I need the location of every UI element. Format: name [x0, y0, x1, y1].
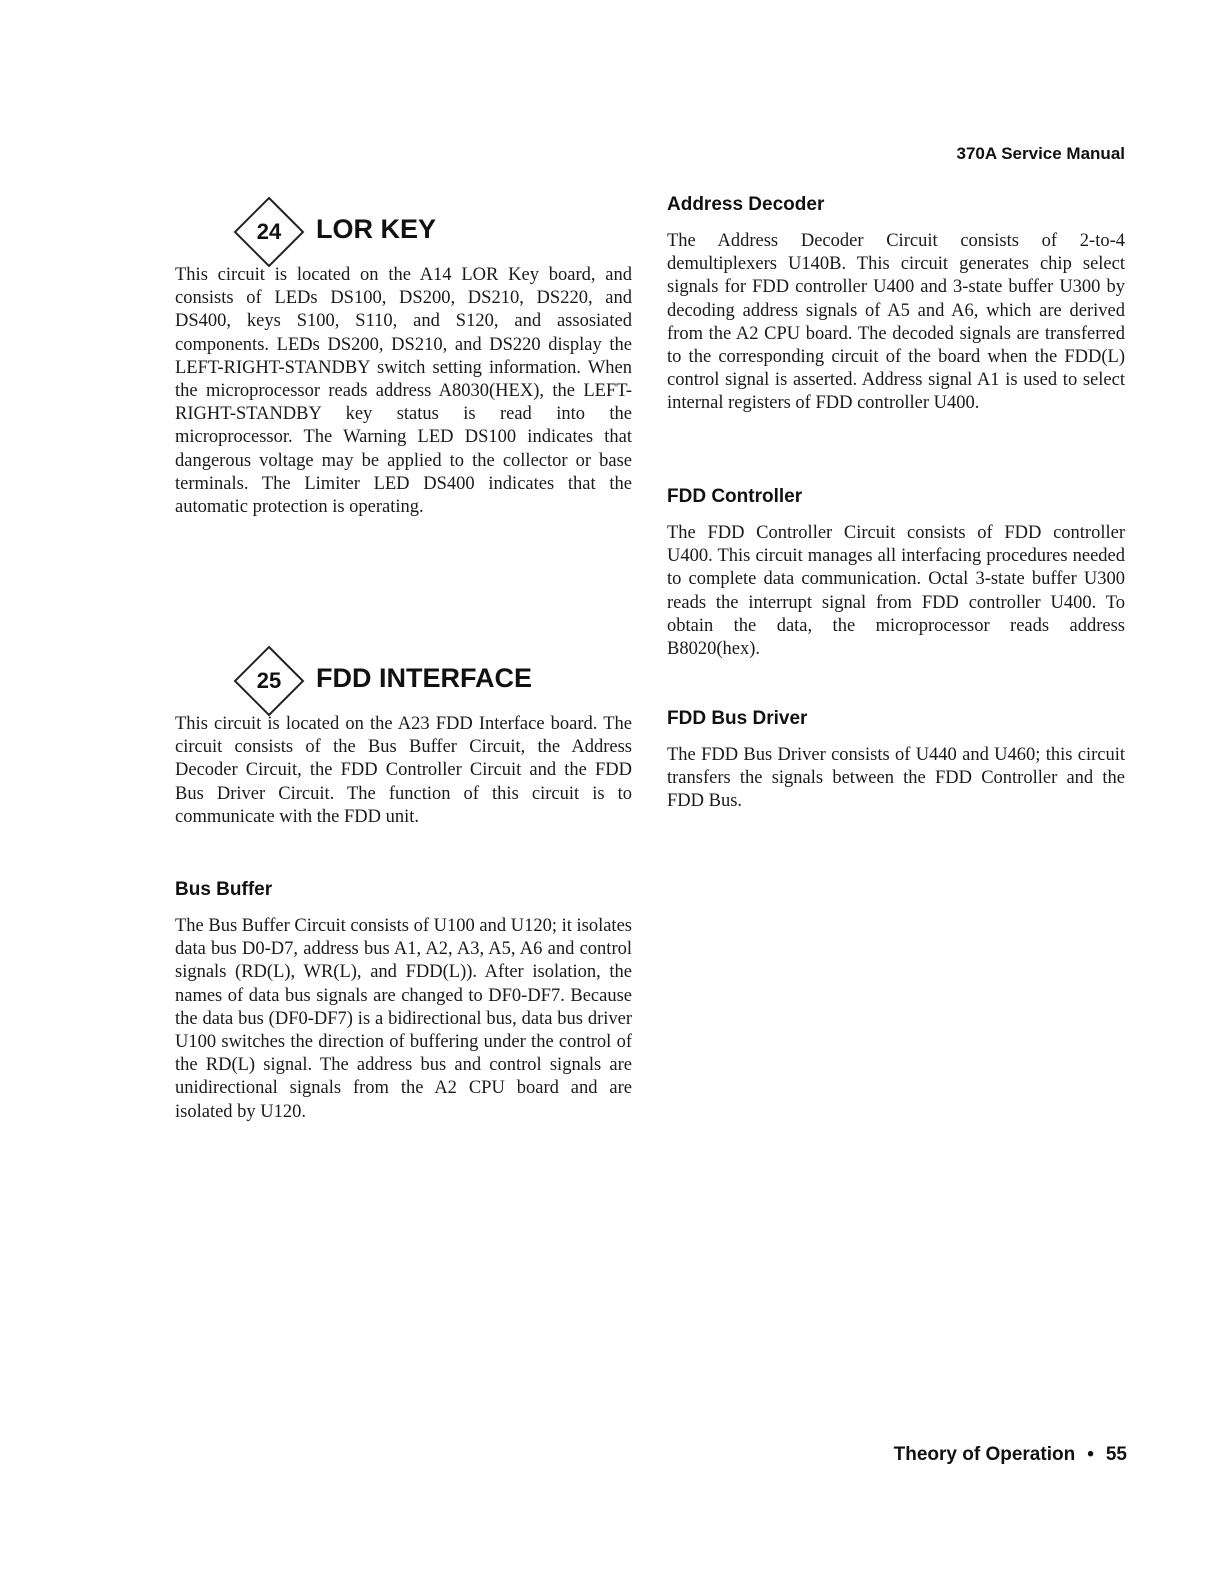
- subsection-title: Address Decoder: [667, 194, 825, 215]
- diamond-section-marker-icon: [233, 645, 305, 717]
- subsection-title: Bus Buffer: [175, 879, 273, 900]
- section-25-body: [175, 713, 632, 829]
- running-header: 370A Service Manual: [956, 144, 1125, 163]
- section-24-body: [175, 264, 632, 519]
- subsection-paragraph: The Address Decoder Circuit consists of 2-to-4 demultiplexers U140B. This circuit generates chip select signals for FDD controller U400 and 3-state buffer U300 by decoding address signals of A5 and A6, which are derived from the A2 CPU board. The decoded signals are transferred to the corresponding circuit of the board when the FDD(L) control signal is asserted. Address signal A1 is used to select internal registers of FDD controller U400.: [667, 231, 1125, 414]
- subsection-bus-buffer: [175, 879, 632, 1124]
- page-footer: [894, 1444, 1127, 1466]
- section-paragraph: This circuit is located on the A14 LOR Key board, and consists of LEDs DS100, DS200, DS210, DS220, and DS400, keys S100, S110, and S120, and assosiated components. LEDs DS200, DS210, and DS220 display the LEFT-RIGHT-STANDBY switch setting information. When the microprocessor reads address A8030(HEX), the LEFT-RIGHT-STANDBY key status is read into the microprocessor. The Warning LED DS100 indicates that dangerous voltage may be applied to the collector or base terminals. The Limiter LED DS400 indicates that the automatic protection is operating.: [175, 265, 632, 518]
- subsection-paragraph: The FDD Controller Circuit consists of FDD controller U400. This circuit manages all interfacing procedures needed to complete data communication. Octal 3-state buffer U300 reads the interrupt signal from FDD controller U400. To obtain the data, the microprocessor reads address B8020(hex).: [667, 523, 1125, 660]
- footer-section-label: Theory of Operation: [893, 1444, 1076, 1465]
- section-number: 25: [256, 668, 282, 693]
- page-number: 55: [1105, 1444, 1127, 1465]
- section-title: LOR KEY: [316, 214, 437, 244]
- subsection-title: FDD Bus Driver: [667, 708, 808, 729]
- subsection-paragraph: The Bus Buffer Circuit consists of U100 and U120; it isolates data bus D0-D7, address bus A1, A2, A3, A5, A6 and control signals (RD(L), WR(L), and FDD(L)). After isolation, the names of data bus signals are changed to DF0-DF7. Because the data bus (DF0-DF7) is a bidirectional bus, data bus driver U100 switches the direction of buffering under the control of the RD(L) signal. The address bus and control signals are unidirectional signals from the A2 CPU board and are isolated by U120.: [175, 916, 632, 1122]
- section-paragraph: This circuit is located on the A23 FDD Interface board. The circuit consists of the Bus Buffer Circuit, the Address Decoder Circuit, the FDD Controller Circuit and the FDD Bus Driver Circuit. The function of this circuit is to communicate with the FDD unit.: [175, 714, 632, 827]
- section-number: 24: [256, 219, 282, 244]
- subsection-fdd-controller: [667, 486, 1125, 661]
- diamond-section-marker-icon: [233, 196, 305, 268]
- subsection-fdd-bus-driver: [667, 708, 1125, 814]
- section-title: FDD INTERFACE: [316, 663, 532, 693]
- subsection-title: FDD Controller: [667, 486, 803, 507]
- subsection-address-decoder: [667, 194, 1125, 416]
- subsection-paragraph: The FDD Bus Driver consists of U440 and U460; this circuit transfers the signals between the FDD Controller and the FDD Bus.: [667, 745, 1125, 812]
- footer-separator: •: [1087, 1444, 1094, 1465]
